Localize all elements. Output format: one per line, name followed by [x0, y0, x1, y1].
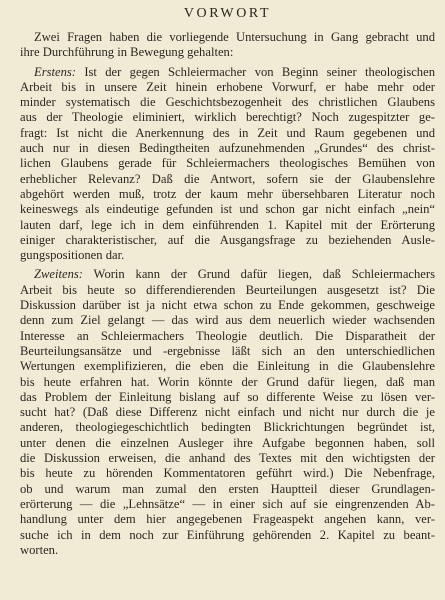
- text-line: Beurteilungsansätze und -ergebnisse läßt sich an den unterschiedlichen: [20, 343, 435, 358]
- text-line: unter denen die einzelnen Ausleger ihre Aufgabe begonnen haben, soll: [20, 435, 435, 450]
- text-line: erheblicher Relevanz? Daß die Antwort, sofern sie der Glaubenslehre: [20, 171, 435, 186]
- text-line: Interesse an Schleiermachers Theologie deutlich. Die Disparatheit der: [20, 328, 435, 343]
- text-line: [20, 65, 435, 80]
- text-line: Wertungen exemplifizieren, die eben die Einleitung in die Glaubenslehre: [20, 359, 435, 374]
- text-line: bis heute erfahren hat. Worin könnte der Grund dafür liegen, daß man: [20, 374, 435, 389]
- text-line: abgehört werden muß, trotz der kaum mehr übersehbaren Literatur noch: [20, 186, 435, 201]
- text-line: das Problem der Einleitung bislang auf so differente Weise zu lösen ver-: [20, 389, 435, 404]
- text-line: bis heute zu hörenden Kommentatoren geführt wird.) Die Nebenfrage,: [20, 466, 435, 481]
- text-line: minder systematisch die Geschichtsbezogenheit des christlichen Glaubens: [20, 95, 435, 110]
- text-line: worten.: [20, 542, 59, 557]
- paragraph-erstens: [20, 65, 435, 264]
- text-line: ihre Durchführung in Bewegung gehalten:: [20, 45, 234, 60]
- text-line-rest: Worin kann der Grund dafür liegen, daß Schleiermachers: [82, 267, 435, 282]
- text-line: einiger charakteristischer, auf die Ausgangsfrage zu beziehenden Ausle-: [20, 232, 435, 247]
- text-line: keineswegs als eindeutige gefunden ist und schon gar nicht einfach „nein“: [20, 202, 435, 217]
- text-line: anderen, theologiegeschichtlich bedingten Blickrichtungen begründet ist,: [20, 420, 435, 435]
- paragraph-zweitens: [20, 267, 435, 558]
- text-line: erörterung — die „Lehnsätze“ — in einer sich auf sie eingrenzenden Ab-: [20, 496, 435, 511]
- paragraph-lead: Zweitens:: [34, 267, 83, 282]
- text-line: Zwei Fragen haben die vorliegende Untersuchung in Gang gebracht und: [34, 30, 435, 44]
- text-line: lichen Glaubens gerade für Schleiermachers theologisches Bemühen von: [20, 156, 435, 171]
- text-line: die Diskussion erweisen, die anhand des Textes mit den wichtigsten der: [20, 451, 435, 466]
- paragraph-intro: [20, 30, 435, 61]
- text-line: fragt: Ist nicht die Anerkennung des in Zeit und Raum gegebenen und: [20, 125, 435, 140]
- text-line: sucht hat? (Daß diese Differenz nicht einfach und nicht nur durch die je: [20, 405, 435, 420]
- text-line: ob und warum man zumal den ersten Hauptteil dieser Grundlagen-: [20, 481, 435, 496]
- text-line-rest: Ist der gegen Schleiermacher von Beginn seiner theologischen: [75, 64, 435, 79]
- text-line: gungspositionen dar.: [20, 248, 125, 263]
- paragraph-lead: Erstens:: [34, 64, 76, 79]
- text-line: [20, 267, 435, 282]
- text-line: aus der Theologie eliminiert, wirklich berechtigt? Noch zugespitzter ge-: [20, 110, 435, 125]
- text-line: lauten darf, lege ich in dem einführenden 1. Kapitel mit der Erörterung: [20, 217, 435, 232]
- text-line: Diskussion darüber ist ja nicht etwa schon zu Ende gekommen, geschweige: [20, 298, 435, 313]
- text-line: denn zum Ziel gelangt — das wird aus dem neuerlich wieder wachsenden: [20, 313, 435, 328]
- text-line: auch nur in diesen Bedingtheiten aufzunehmenden „Grundes“ des christ-: [20, 141, 435, 156]
- text-line: handlung unter dem hier angegebenen Frageaspekt angehen kann, ver-: [20, 512, 435, 527]
- text-line: Arbeit bis heute so differendierenden Beurteilungen ausgesetzt ist? Die: [20, 282, 435, 297]
- text-line: suche ich in dem noch zur Einführung gehörenden 2. Kapitel zu beant-: [20, 527, 435, 542]
- page-title: VORWORT: [183, 6, 272, 21]
- text-line: Arbeit bis in unsere Zeit hinein erhobene Vorwurf, er habe mehr oder: [20, 79, 435, 94]
